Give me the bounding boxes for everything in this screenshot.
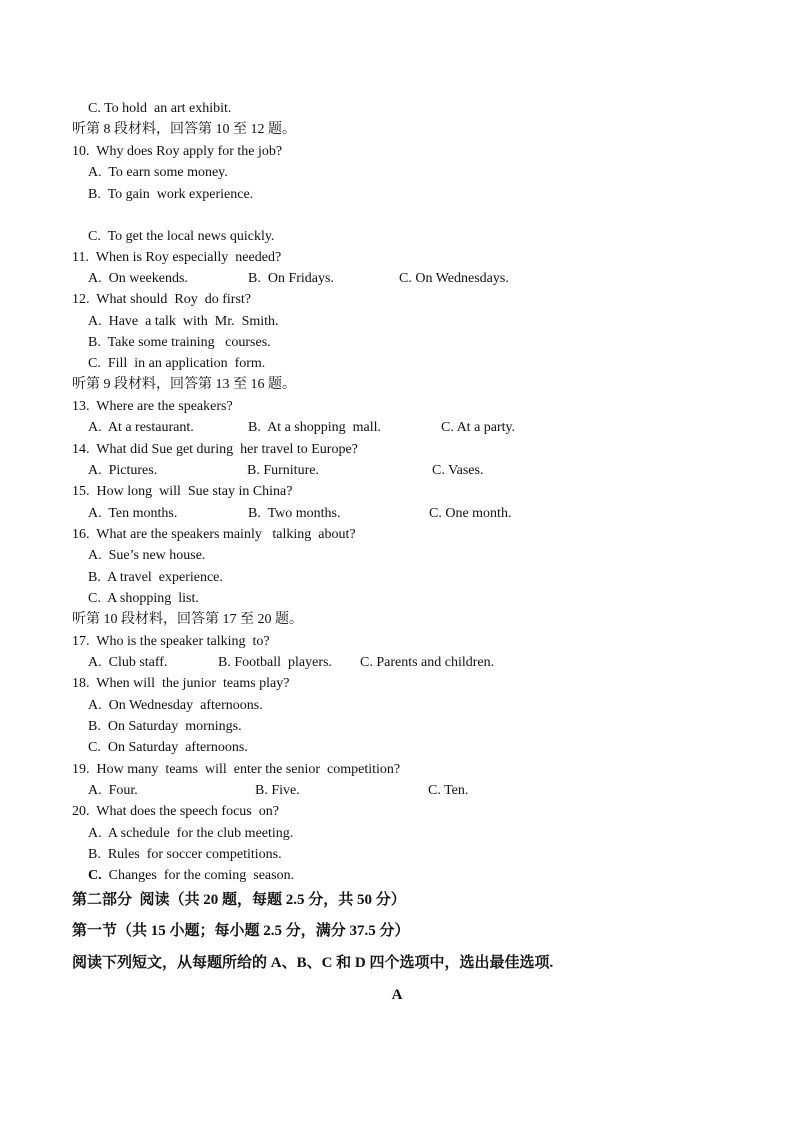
option-17a: A. Club staff.: [88, 655, 168, 670]
option-11c: C. On Wednesdays.: [399, 271, 509, 286]
option-10a: A. To earn some money.: [88, 165, 228, 180]
option-10c: C. To get the local news quickly.: [88, 229, 275, 244]
option-15a: A. Ten months.: [88, 506, 178, 521]
option-14b: B. Furniture.: [247, 463, 319, 478]
question-15: 15. How long will Sue stay in China?: [72, 484, 293, 499]
option-19c: C. Ten.: [428, 783, 469, 798]
option-13c: C. At a party.: [441, 420, 516, 435]
question-12: 12. What should Roy do first?: [72, 292, 252, 307]
option-18b: B. On Saturday mornings.: [88, 719, 242, 734]
section-heading: 听第 9 段材料，回答第 13 至 16 题。: [72, 377, 296, 392]
part-two-heading: 第二部分 阅读（共 20 题，每题 2.5 分，共 50 分）: [72, 892, 406, 908]
option-12a: A. Have a talk with Mr. Smith.: [88, 314, 279, 329]
option-14a: A. Pictures.: [88, 463, 158, 478]
option-20c-text: Changes for the coming season.: [101, 868, 295, 883]
option-11b: B. On Fridays.: [248, 271, 334, 286]
section-heading: 听第 8 段材料，回答第 10 至 12 题。: [72, 122, 296, 137]
option-12c: C. Fill in an application form.: [88, 356, 266, 371]
option-14c: C. Vases.: [432, 463, 484, 478]
question-20: 20. What does the speech focus on?: [72, 804, 279, 819]
passage-label: A: [391, 987, 403, 1003]
option-19a: A. Four.: [88, 783, 138, 798]
option-16a: A. Sue’s new house.: [88, 548, 206, 563]
option-20b: B. Rules for soccer competitions.: [88, 847, 282, 862]
option-12b: B. Take some training courses.: [88, 335, 271, 350]
option-13b: B. At a shopping mall.: [248, 420, 381, 435]
section-heading: 听第 10 段材料，回答第 17 至 20 题。: [72, 612, 303, 627]
option-20c-label: C.: [88, 868, 102, 883]
option-20c: [88, 867, 294, 885]
question-19: 19. How many teams will enter the senior competition?: [72, 762, 401, 777]
option-10b: B. To gain work experience.: [88, 187, 254, 202]
option-17c: C. Parents and children.: [360, 655, 495, 670]
option-16b: B. A travel experience.: [88, 570, 223, 585]
question-16: 16. What are the speakers mainly talking about?: [72, 527, 356, 542]
option-19b: B. Five.: [255, 783, 300, 798]
option-17b: B. Football players.: [218, 655, 332, 670]
reading-instructions: 阅读下列短文，从每题所给的 A、B、C 和 D 四个选项中，选出最佳选项.: [72, 955, 554, 971]
option-18c: C. On Saturday afternoons.: [88, 740, 248, 755]
option-15c: C. One month.: [429, 506, 512, 521]
section-one-heading: 第一节（共 15 小题；每小题 2.5 分，满分 37.5 分）: [72, 923, 410, 939]
question-14: 14. What did Sue get during her travel to Europe?: [72, 442, 358, 457]
option-line: C. To hold an art exhibit.: [88, 101, 232, 116]
option-13a: A. At a restaurant.: [88, 420, 194, 435]
question-17: 17. Who is the speaker talking to?: [72, 634, 270, 649]
question-18: 18. When will the junior teams play?: [72, 676, 290, 691]
option-16c: C. A shopping list.: [88, 591, 199, 606]
question-13: 13. Where are the speakers?: [72, 399, 233, 414]
option-20a: A. A schedule for the club meeting.: [88, 826, 294, 841]
question-11: 11. When is Roy especially needed?: [72, 250, 282, 265]
option-18a: A. On Wednesday afternoons.: [88, 698, 263, 713]
option-11a: A. On weekends.: [88, 271, 188, 286]
option-15b: B. Two months.: [248, 506, 341, 521]
question-10: 10. Why does Roy apply for the job?: [72, 144, 283, 159]
